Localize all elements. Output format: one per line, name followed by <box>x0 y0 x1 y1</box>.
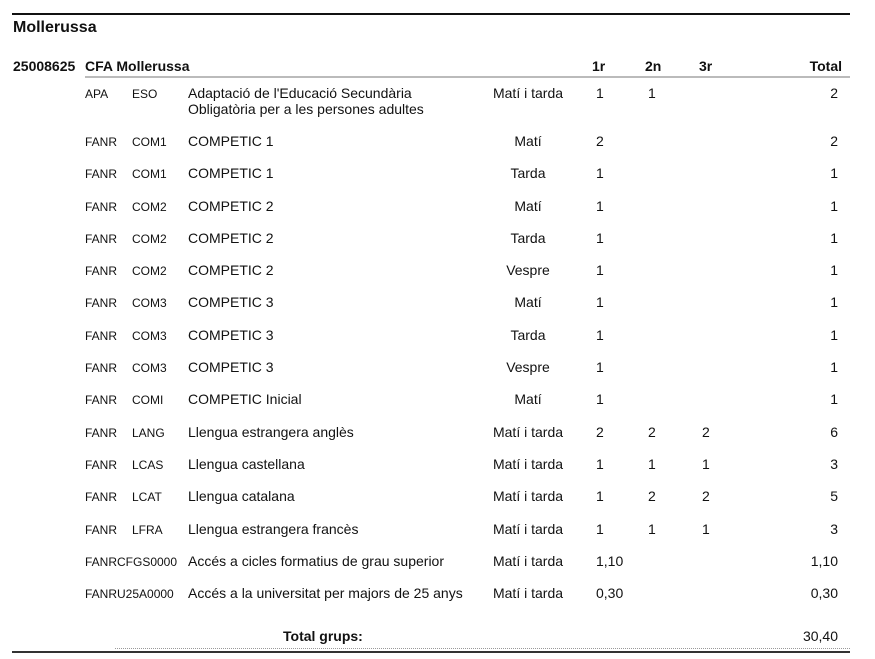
code-type: FANR <box>85 393 118 408</box>
header-2n: 2n <box>645 58 662 74</box>
year-1: 2 <box>596 133 604 149</box>
row-total: 1,10 <box>810 552 838 569</box>
description: Llengua castellana <box>188 455 305 472</box>
code-type: FANR <box>85 490 118 505</box>
year-1: 1 <box>596 165 604 182</box>
row-total: 1 <box>830 326 838 343</box>
year-2: 1 <box>648 455 656 472</box>
year-1: 1 <box>596 488 604 505</box>
description: Accés a cicles formatius de grau superior <box>188 552 444 569</box>
row-total: 3 <box>830 455 838 472</box>
row-total: 2 <box>830 85 838 101</box>
table-row <box>0 85 875 133</box>
year-1: 1 <box>596 197 604 214</box>
row-total: 5 <box>830 488 838 505</box>
code-subject: ESO <box>132 87 158 101</box>
row-total: 6 <box>830 423 838 440</box>
code-type: FANR <box>85 264 118 279</box>
row-total: 1 <box>830 294 838 311</box>
code-subject: COMI <box>132 393 164 408</box>
shift: Matí <box>514 133 542 149</box>
year-1: 2 <box>596 423 604 440</box>
description: COMPETIC 3 <box>188 359 274 376</box>
code-subject: COM1 <box>132 135 167 149</box>
description: COMPETIC Inicial <box>188 391 302 408</box>
code-subject: COM3 <box>132 328 167 343</box>
row-total: 1 <box>830 391 838 408</box>
code-subject: COM2 <box>132 199 167 214</box>
code-subject: LANG <box>132 425 165 440</box>
description: COMPETIC 3 <box>188 294 274 311</box>
row-total: 1 <box>830 359 838 376</box>
description: COMPETIC 1 <box>188 133 274 149</box>
shift: Tarda <box>510 326 546 343</box>
year-1: 1 <box>596 85 604 101</box>
header-3r: 3r <box>699 58 713 74</box>
table-row <box>0 294 875 326</box>
code-subject: COM3 <box>132 296 167 311</box>
row-total: 0,30 <box>810 585 838 602</box>
table-row <box>0 424 875 456</box>
code-subject: COM1 <box>132 167 167 182</box>
table-row <box>0 230 875 262</box>
row-total: 3 <box>830 520 838 537</box>
year-3: 2 <box>702 423 710 440</box>
total-value: 30,40 <box>802 628 838 644</box>
shift: Matí i tarda <box>492 520 564 537</box>
shift: Matí <box>514 197 542 214</box>
shift: Matí i tarda <box>492 455 564 472</box>
year-1: 1 <box>596 359 604 376</box>
code-subject: COM2 <box>132 264 167 279</box>
total-label: Total grups: <box>283 628 363 644</box>
code-subject: COM3 <box>132 361 167 376</box>
center-code: 25008625 <box>13 58 76 74</box>
year-3: 1 <box>702 455 710 472</box>
description: Adaptació de l'Educació Secundària Obligatòria per a les persones adultes <box>188 85 424 117</box>
shift: Vespre <box>506 359 550 376</box>
code-subject: LCAT <box>132 490 162 505</box>
code-type: FANR <box>85 361 118 376</box>
code: FANRU25A0000 <box>85 587 174 602</box>
table-row <box>0 553 875 585</box>
description: Accés a la universitat per majors de 25 anys <box>188 585 463 602</box>
top-rule <box>12 13 850 15</box>
year-1: 1 <box>596 262 604 279</box>
bottom-rule <box>12 651 850 653</box>
code-type: FANR <box>85 167 118 182</box>
code-type: FANR <box>85 135 118 149</box>
year-1: 0,30 <box>596 585 624 602</box>
shift: Matí i tarda <box>492 85 564 101</box>
year-1: 1 <box>596 520 604 537</box>
code-type: FANR <box>85 457 118 472</box>
code-type: FANR <box>85 199 118 214</box>
shift: Matí <box>514 391 542 408</box>
description: COMPETIC 2 <box>188 197 274 214</box>
header-rule <box>85 76 850 78</box>
shift: Tarda <box>510 165 546 182</box>
header-total: Total <box>809 58 842 74</box>
course-list <box>0 85 875 617</box>
year-1: 1 <box>596 229 604 246</box>
description: COMPETIC 2 <box>188 229 274 246</box>
year-1: 1 <box>596 391 604 408</box>
year-3: 1 <box>702 520 710 537</box>
code-type: APA <box>85 87 109 101</box>
row-total: 1 <box>830 262 838 279</box>
table-row <box>0 262 875 294</box>
code-type: FANR <box>85 231 118 246</box>
year-1: 1 <box>596 455 604 472</box>
table-row <box>0 198 875 230</box>
shift: Matí <box>514 294 542 311</box>
code: FANRCFGS0000 <box>85 554 178 569</box>
shift: Vespre <box>506 262 550 279</box>
table-row <box>0 165 875 197</box>
description: Llengua estrangera francès <box>188 520 359 537</box>
row-total: 1 <box>830 197 838 214</box>
description: COMPETIC 1 <box>188 165 274 182</box>
dotted-rule <box>115 648 850 649</box>
year-3: 2 <box>702 488 710 505</box>
center-name: CFA Mollerussa <box>85 58 190 74</box>
year-2: 2 <box>648 488 656 505</box>
code-type: FANR <box>85 522 118 537</box>
code-subject: LCAS <box>132 457 164 472</box>
code-type: FANR <box>85 425 118 440</box>
description: Llengua catalana <box>188 488 295 505</box>
table-row <box>0 521 875 553</box>
table-row <box>0 488 875 520</box>
table-header <box>0 58 875 76</box>
shift: Tarda <box>510 229 546 246</box>
header-1r: 1r <box>592 58 606 74</box>
row-total: 1 <box>830 165 838 182</box>
year-2: 2 <box>648 423 656 440</box>
year-1: 1 <box>596 326 604 343</box>
year-2: 1 <box>648 85 656 101</box>
shift: Matí i tarda <box>492 488 564 505</box>
table-row <box>0 359 875 391</box>
year-1: 1 <box>596 294 604 311</box>
description: COMPETIC 3 <box>188 326 274 343</box>
description: Llengua estrangera anglès <box>188 423 354 440</box>
table-row <box>0 133 875 165</box>
code-subject: LFRA <box>132 522 163 537</box>
year-2: 1 <box>648 520 656 537</box>
table-row <box>0 391 875 423</box>
row-total: 2 <box>830 133 838 149</box>
code-type: FANR <box>85 296 118 311</box>
code-subject: COM2 <box>132 231 167 246</box>
page-title: Mollerussa <box>13 19 97 36</box>
table-row <box>0 456 875 488</box>
table-row <box>0 585 875 617</box>
shift: Matí i tarda <box>492 585 564 602</box>
table-row <box>0 327 875 359</box>
year-1: 1,10 <box>596 552 624 569</box>
description: COMPETIC 2 <box>188 262 274 279</box>
shift: Matí i tarda <box>492 423 564 440</box>
code-type: FANR <box>85 328 118 343</box>
row-total: 1 <box>830 229 838 246</box>
shift: Matí i tarda <box>492 552 564 569</box>
